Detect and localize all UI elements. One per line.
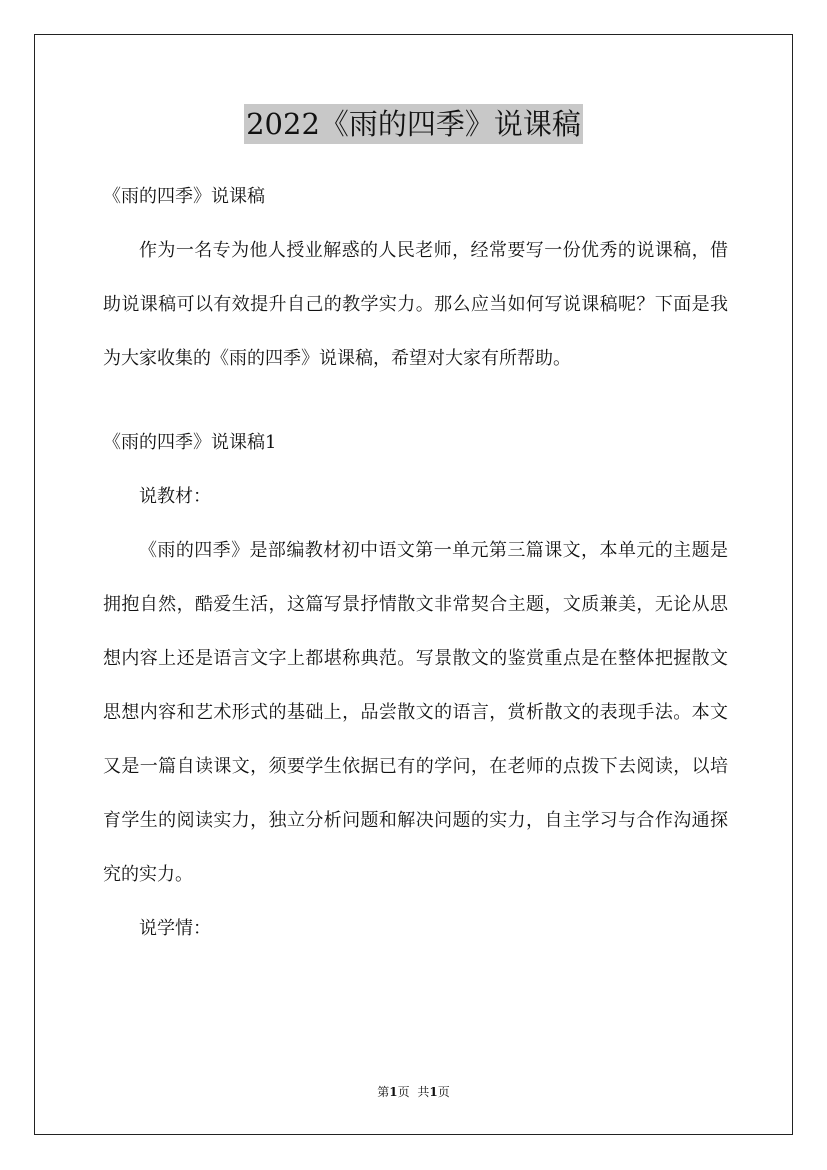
students-heading: 说学情： (139, 918, 211, 939)
textbook-paragraph: 《雨的四季》是部编教材初中语文第一单元第三篇课文，本单元的主题是拥抱自然，酷爱生活，这篇写景抒情散文非常契合主题，文质兼美，无论从思想内容上还是语言文字上都堪称典范。写景散文的鉴赏重点是在整体把握散文思想内容和艺术形式的基础上，品尝散文的语言，赏析散文的表现手法。本文又是一篇自读课文，须要学生依据已有的学问，在老师的点拨下去阅读，以培育学生的阅读实力，独立分析问题和解决问题的实力，自主学习与合作沟通探究的实力。 (103, 540, 728, 885)
footer-page-number: 1 (389, 1085, 398, 1099)
section-heading: 《雨的四季》说课稿1 (103, 432, 277, 453)
page-footer (0, 1084, 827, 1100)
intro-paragraph: 作为一名专为他人授业解惑的人民老师，经常要写一份优秀的说课稿，借助说课稿可以有效提升自己的教学实力。那么应当如何写说课稿呢？下面是我为大家收集的《雨的四季》说课稿，希望对大家有所帮助。 (103, 240, 728, 369)
document-title: 2022《雨的四季》说课稿 (244, 104, 583, 144)
title-container (0, 104, 827, 144)
footer-total-suffix: 页 (437, 1085, 450, 1099)
subtitle: 《雨的四季》说课稿 (103, 186, 265, 207)
document-body (103, 170, 728, 956)
footer-page-prefix: 第 (377, 1085, 390, 1099)
footer-page-suffix: 页 (397, 1085, 410, 1099)
footer-total-prefix: 共 (417, 1085, 430, 1099)
textbook-heading: 说教材： (139, 486, 211, 507)
footer-total-number: 1 (429, 1085, 438, 1099)
